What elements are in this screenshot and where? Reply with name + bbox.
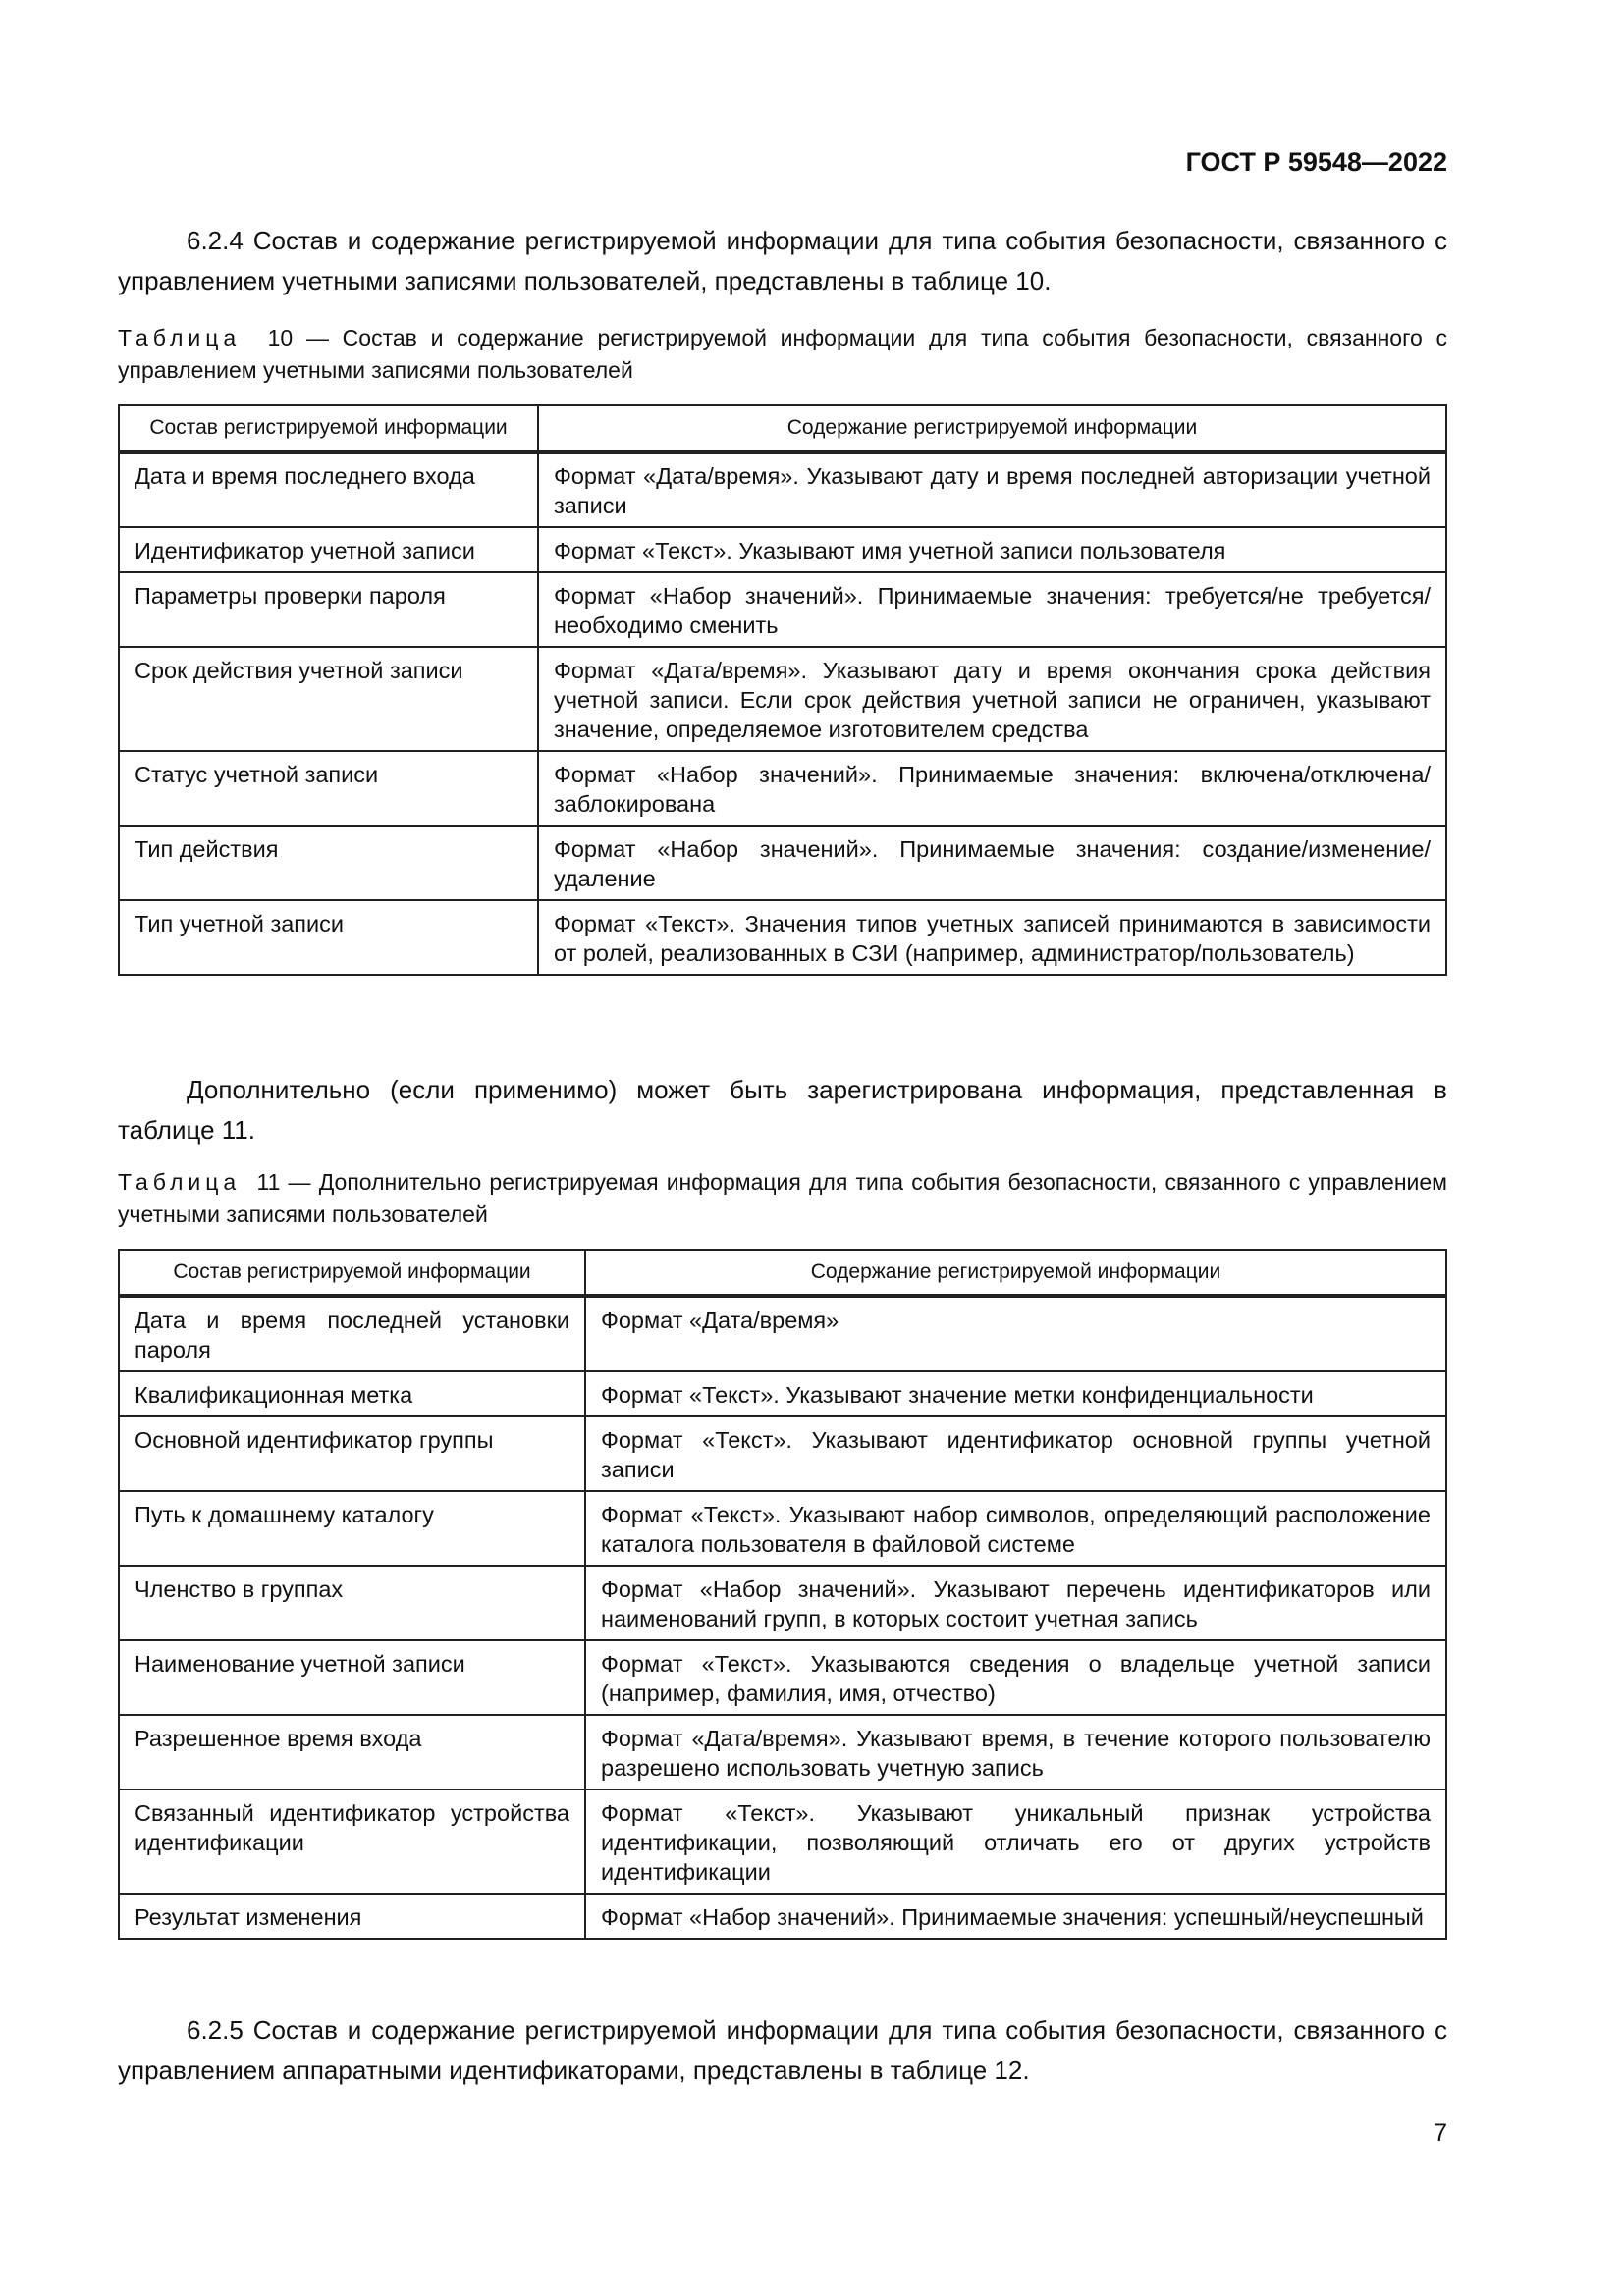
row-content-cell: Формат «Дата/время». Указывают дату и время окончания срока действия учетной записи. Если срок действия учетной записи не ограничен, указывают значение, определяемое изготовителем средства (538, 647, 1446, 751)
table-10-col-name-header: Состав регистрируемой информации (119, 405, 538, 452)
table-10-caption-text: 10 — Состав и содержание регистрируемой информации для типа события безопасности, связанного с управлением учетными записями пользователей (118, 325, 1447, 383)
row-name-cell: Разрешенное время входа (119, 1715, 585, 1789)
row-content-cell: Формат «Текст». Указываются сведения о владельце учетной записи (например, фамилия, имя, отчество) (585, 1640, 1446, 1715)
table-11-col-name-header: Состав регистрируемой информации (119, 1250, 585, 1296)
table-11-header-row (119, 1250, 1446, 1296)
row-name-cell: Результат изменения (119, 1894, 585, 1939)
row-content-cell: Формат «Дата/время» (585, 1296, 1446, 1371)
table-row (119, 1715, 1446, 1789)
table-row (119, 751, 1446, 826)
row-name-cell: Тип учетной записи (119, 900, 538, 975)
table-row (119, 826, 1446, 900)
row-name-cell: Тип действия (119, 826, 538, 900)
table-11-caption-text: 11 — Дополнительно регистрируемая информация для типа события безопасности, связанного с управлением учетными записями пользователей (118, 1169, 1447, 1227)
table-10-header-row (119, 405, 1446, 452)
document-code: ГОСТ Р 59548—2022 (1185, 147, 1447, 177)
table-row (119, 1894, 1446, 1939)
row-content-cell: Формат «Набор значений». Принимаемые значения: успешный/неуспешный (585, 1894, 1446, 1939)
row-content-cell: Формат «Текст». Указывают имя учетной записи пользователя (538, 527, 1446, 572)
table-row (119, 1789, 1446, 1894)
row-name-cell: Срок действия учетной записи (119, 647, 538, 751)
section-6-2-5-text: 6.2.5 Состав и содержание регистрируемой информации для типа события безопасности, связанного с управлением аппаратными идентификаторами, представлены в таблице 12. (118, 2015, 1447, 2085)
row-name-cell: Статус учетной записи (119, 751, 538, 826)
table-10-col-content-header: Содержание регистрируемой информации (538, 405, 1446, 452)
table-row (119, 900, 1446, 975)
table-11-caption (118, 1166, 1447, 1231)
row-content-cell: Формат «Текст». Указывают уникальный признак устройства идентификации, позволяющий отличать его от других устройств идентификации (585, 1789, 1446, 1894)
row-name-cell: Параметры проверки пароля (119, 572, 538, 647)
row-name-cell: Членство в группах (119, 1566, 585, 1640)
table-row (119, 1491, 1446, 1566)
row-content-cell: Формат «Набор значений». Принимаемые значения: создание/изменение/удаление (538, 826, 1446, 900)
additional-info-text: Дополнительно (если применимо) может быть зарегистрирована информация, представленная в таблице 11. (118, 1075, 1447, 1145)
row-content-cell: Формат «Текст». Значения типов учетных записей принимаются в зависимости от ролей, реализованных в СЗИ (например, администратор/пользователь) (538, 900, 1446, 975)
row-name-cell: Дата и время последнего входа (119, 452, 538, 527)
row-content-cell: Формат «Дата/время». Указывают дату и время последней авторизации учетной записи (538, 452, 1446, 527)
row-name-cell: Квалификационная метка (119, 1371, 585, 1416)
row-content-cell: Формат «Текст». Указывают набор символов, определяющий расположение каталога пользователя в файловой системе (585, 1491, 1446, 1566)
table-10 (118, 404, 1447, 976)
row-name-cell: Путь к домашнему каталогу (119, 1491, 585, 1566)
table-row (119, 647, 1446, 751)
row-content-cell: Формат «Набор значений». Принимаемые значения: включена/отключена/заблокирована (538, 751, 1446, 826)
row-content-cell: Формат «Текст». Указывают идентификатор основной группы учетной записи (585, 1416, 1446, 1491)
row-name-cell: Связанный идентификатор устройства идентификации (119, 1789, 585, 1894)
table-row (119, 1640, 1446, 1715)
row-content-cell: Формат «Набор значений». Указывают перечень идентификаторов или наименований групп, в которых состоит учетная запись (585, 1566, 1446, 1640)
row-name-cell: Дата и время последней установки пароля (119, 1296, 585, 1371)
row-name-cell: Наименование учетной записи (119, 1640, 585, 1715)
table-10-caption (118, 322, 1447, 387)
table-row (119, 1566, 1446, 1640)
table-row (119, 452, 1446, 527)
section-6-2-4-text: 6.2.4 Состав и содержание регистрируемой информации для типа события безопасности, связанного с управлением учетными записями пользователей, представлены в таблице 10. (118, 226, 1447, 295)
table-row (119, 572, 1446, 647)
table-11-col-content-header: Содержание регистрируемой информации (585, 1250, 1446, 1296)
row-content-cell: Формат «Текст». Указывают значение метки конфиденциальности (585, 1371, 1446, 1416)
table-row (119, 527, 1446, 572)
table-10-caption-label: Таблица (118, 325, 242, 350)
page-number: 7 (1434, 2119, 1447, 2147)
table-11 (118, 1249, 1447, 1940)
table-row (119, 1296, 1446, 1371)
table-row (119, 1416, 1446, 1491)
row-name-cell: Основной идентификатор группы (119, 1416, 585, 1491)
row-content-cell: Формат «Дата/время». Указывают время, в течение которого пользователю разрешено использовать учетную запись (585, 1715, 1446, 1789)
table-row (119, 1371, 1446, 1416)
row-name-cell: Идентификатор учетной записи (119, 527, 538, 572)
row-content-cell: Формат «Набор значений». Принимаемые значения: требуется/не требуется/необходимо сменить (538, 572, 1446, 647)
table-11-caption-label: Таблица (118, 1169, 242, 1195)
